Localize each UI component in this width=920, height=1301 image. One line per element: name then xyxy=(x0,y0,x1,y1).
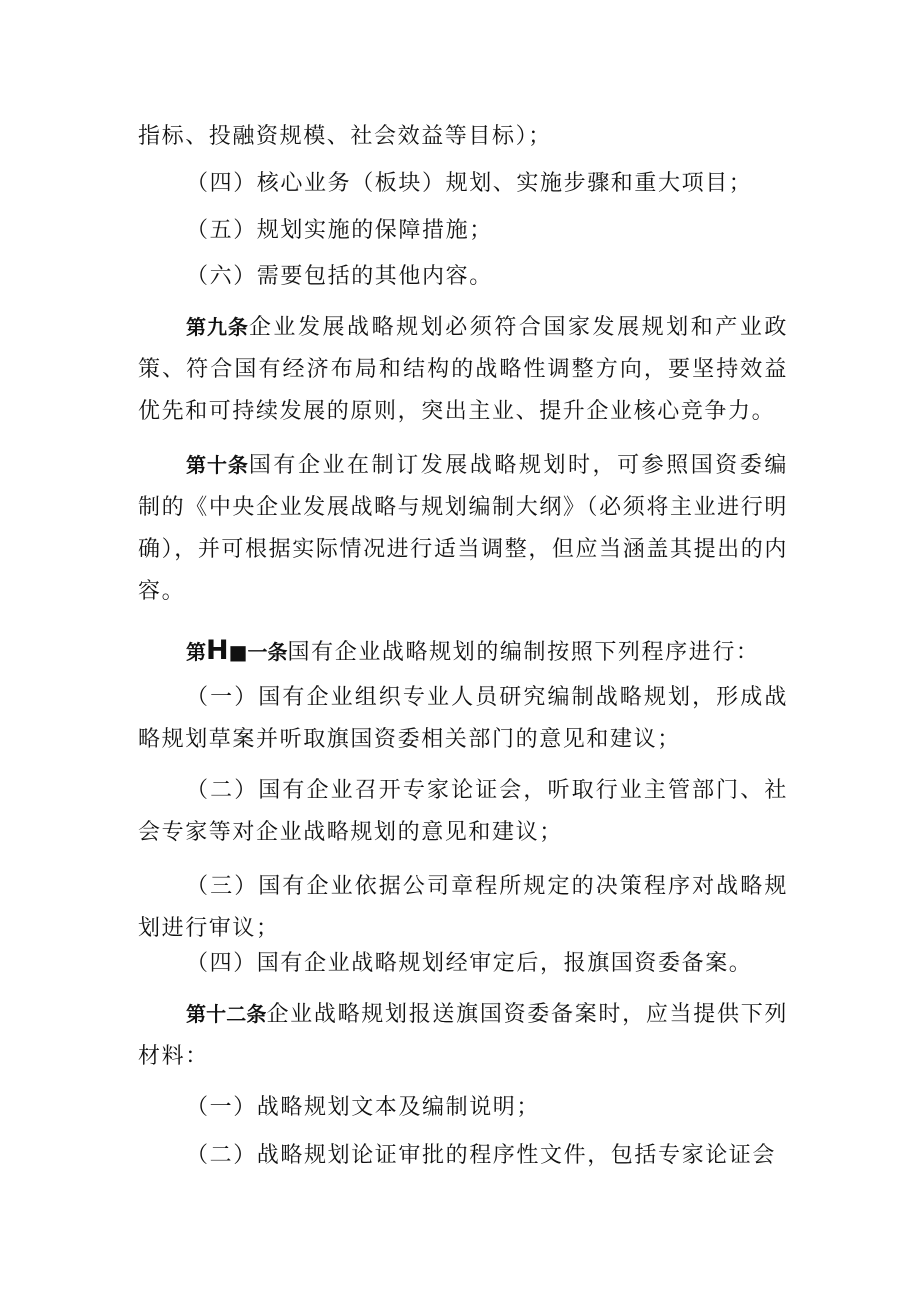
paragraph-text: 国有企业在制订发展战略规划时，可参照国资委编制的《中央企业发展战略与规划编制大纲》（必须将主业进行明确），并可根据实际情况进行适当调整，但应当涵盖其提出的内容。 xyxy=(138,453,789,604)
article-heading: 第十二条 xyxy=(186,1002,267,1026)
article-heading-prefix: 第 xyxy=(186,640,206,664)
paragraph-text: （三）国有企业依据公司章程所规定的决策程序对战略规划进行审议； xyxy=(138,874,788,941)
paragraph-continuation xyxy=(138,116,788,158)
list-item-4 xyxy=(138,163,788,205)
article-heading: 第九条 xyxy=(186,315,249,339)
paragraph-text: （四）核心业务（板块）规划、实施步骤和重大项目； xyxy=(186,171,753,196)
procedure-item-3 xyxy=(138,866,788,950)
paragraph-text: （五）规划实施的保障措施； xyxy=(186,218,493,243)
list-item-6 xyxy=(138,256,788,298)
paragraph-text: （二）国有企业召开专家论证会，听取行业主管部门、社会专家等对企业战略规划的意见和建议； xyxy=(138,778,788,845)
article-9 xyxy=(138,306,788,433)
procedure-item-1 xyxy=(138,677,788,761)
paragraph-text: （四）国有企业战略规划经审定后，报旗国资委备案。 xyxy=(186,951,753,976)
paragraph-text: （六）需要包括的其他内容。 xyxy=(186,264,493,289)
paragraph-text: 指标、投融资规模、社会效益等目标）； xyxy=(138,124,552,149)
article-11 xyxy=(138,630,788,674)
paragraph-text: （一）战略规划文本及编制说明； xyxy=(186,1095,541,1120)
article-heading-glyph: H xyxy=(206,635,229,666)
list-item-5 xyxy=(138,210,788,252)
material-item-2 xyxy=(138,1135,788,1177)
paragraph-text: 企业战略规划报送旗国资委备案时，应当提供下列材料： xyxy=(138,1002,789,1069)
procedure-item-2 xyxy=(138,770,788,854)
article-12 xyxy=(138,993,788,1078)
paragraph-text: （二）战略规划论证审批的程序性文件，包括专家论证会 xyxy=(186,1143,777,1168)
material-item-1 xyxy=(138,1087,788,1129)
paragraph-text: 企业发展战略规划必须符合国家发展规划和产业政策、符合国有经济布局和结构的战略性调整方向，要坚持效益优先和可持续发展的原则，突出主业、提升企业核心竞争力。 xyxy=(138,315,789,424)
procedure-item-4 xyxy=(138,943,788,985)
paragraph-text: 国有企业战略规划的编制按照下列程序进行： xyxy=(287,640,760,665)
article-heading-suffix: ■一条 xyxy=(228,640,288,664)
article-heading: 第十条 xyxy=(186,453,249,477)
article-10 xyxy=(138,444,788,613)
paragraph-text: （一）国有企业组织专业人员研究编制战略规划，形成战略规划草案并听取旗国资委相关部门的意见和建议； xyxy=(138,685,788,752)
